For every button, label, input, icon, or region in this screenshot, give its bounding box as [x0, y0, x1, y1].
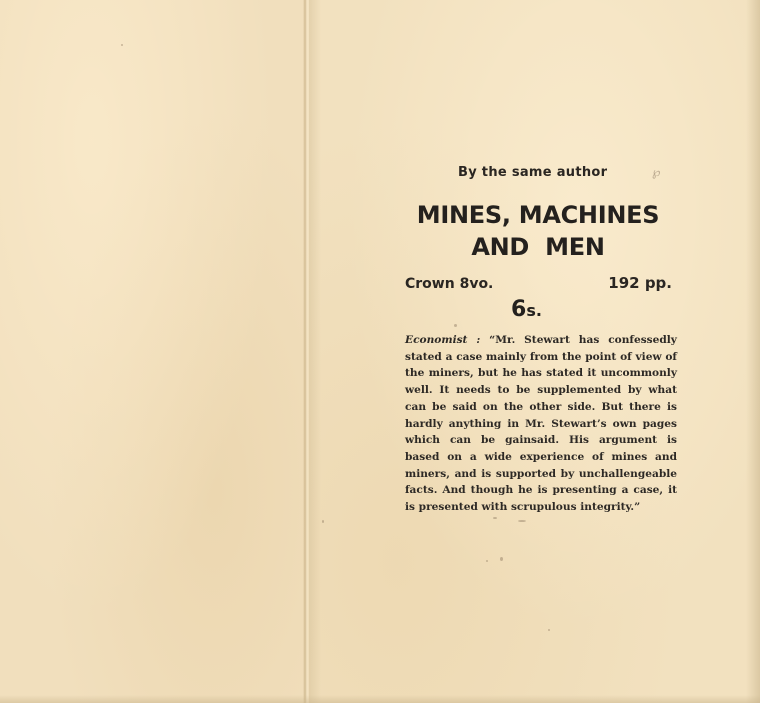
page-count: 192 pp.: [608, 274, 672, 292]
book-title-line-2: AND MEN: [471, 233, 605, 261]
paper-speck: [518, 520, 526, 522]
paper-speck: [500, 557, 503, 561]
book-format: Crown 8vo.: [405, 276, 494, 292]
book-title: [400, 199, 676, 263]
review-text: “Mr. Stewart has confessedly stated a case mainly from the point of view of the miners, but he has stated it uncommonly well. It needs to be supplemented by what can be said on the other side. But there is hardly anything in Mr. Stewart’s own pages which can be gainsaid. His argument is based on a wide experience of mines and miners, and is supported by unchallengeable facts. And though he is presenting a case, it is presented with scrupulous integrity.”: [405, 334, 677, 514]
paper-speck: [493, 517, 497, 519]
book-title-line-1: MINES, MACHINES: [416, 201, 660, 229]
paper-speck: [322, 520, 324, 523]
by-author-heading: By the same author: [458, 165, 608, 180]
left-page: [0, 0, 306, 703]
paper-speck: [486, 560, 488, 562]
fold-shadow: [309, 0, 321, 703]
review-source: Economist :: [405, 334, 481, 346]
book-price: [511, 297, 542, 322]
price-value: 6: [511, 297, 527, 322]
right-edge-shadow: [746, 0, 760, 703]
paper-speck: [454, 324, 457, 327]
price-unit: s.: [526, 301, 542, 320]
library-stamp-mark: ℘: [652, 165, 661, 179]
paper-speck: [548, 629, 550, 631]
paper-speck: [121, 44, 123, 46]
review-quote: [405, 332, 677, 516]
bottom-edge-shadow: [0, 695, 760, 703]
